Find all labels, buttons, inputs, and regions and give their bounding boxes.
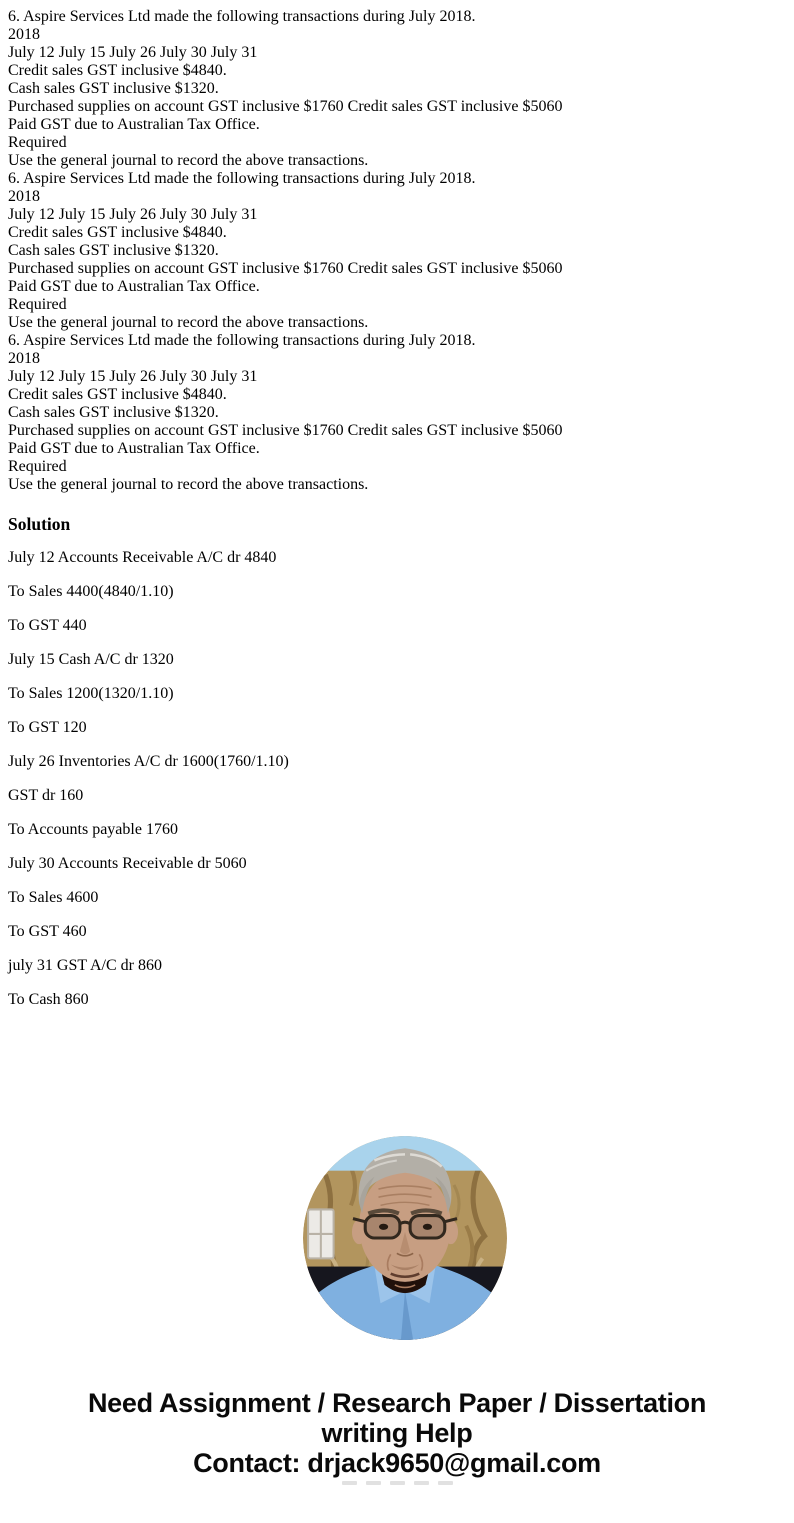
journal-entry: July 26 Inventories A/C dr 1600(1760/1.10) [8, 753, 289, 770]
question-line: 6. Aspire Services Ltd made the following transactions during July 2018. [8, 170, 476, 187]
journal-entry: July 15 Cash A/C dr 1320 [8, 651, 174, 668]
journal-entry: july 31 GST A/C dr 860 [8, 957, 162, 974]
question-line: Credit sales GST inclusive $4840. [8, 386, 227, 403]
question-block-1 [8, 8, 786, 170]
question-line: Required [8, 134, 67, 151]
watermark-dash [342, 1481, 357, 1485]
journal-entry: To GST 440 [8, 617, 87, 634]
avatar-container [8, 1136, 794, 1340]
watermark-dash [366, 1481, 381, 1485]
question-line: Cash sales GST inclusive $1320. [8, 242, 219, 259]
journal-entry: To Sales 4400(4840/1.10) [8, 583, 174, 600]
question-line: Paid GST due to Australian Tax Office. [8, 278, 260, 295]
solution-heading: Solution [8, 514, 71, 534]
journal-entry: July 12 Accounts Receivable A/C dr 4840 [8, 549, 277, 566]
question-line: Purchased supplies on account GST inclusive $1760 Credit sales GST inclusive $5060 [8, 98, 563, 115]
question-line: Use the general journal to record the above transactions. [8, 314, 369, 331]
question-line: 2018 [8, 350, 40, 367]
journal-entry: To Sales 1200(1320/1.10) [8, 685, 174, 702]
question-line: Purchased supplies on account GST inclusive $1760 Credit sales GST inclusive $5060 [8, 422, 563, 439]
question-block-2 [8, 170, 786, 332]
tutor-photo-avatar [303, 1136, 507, 1340]
question-line: July 12 July 15 July 26 July 30 July 31 [8, 368, 258, 385]
watermark-dash [414, 1481, 429, 1485]
question-line: Purchased supplies on account GST inclusive $1760 Credit sales GST inclusive $5060 [8, 260, 563, 277]
question-line: Paid GST due to Australian Tax Office. [8, 440, 260, 457]
journal-entry: To GST 460 [8, 923, 87, 940]
question-line: 6. Aspire Services Ltd made the following transactions during July 2018. [8, 332, 476, 349]
solution-entries [8, 549, 786, 1009]
question-line: July 12 July 15 July 26 July 30 July 31 [8, 206, 258, 223]
watermark-dash [438, 1481, 453, 1485]
journal-entry: July 30 Accounts Receivable dr 5060 [8, 855, 247, 872]
question-line: Use the general journal to record the above transactions. [8, 476, 369, 493]
question-line: 6. Aspire Services Ltd made the following transactions during July 2018. [8, 8, 476, 25]
watermark-dashes [8, 1481, 786, 1485]
question-line: Cash sales GST inclusive $1320. [8, 80, 219, 97]
question-block-3 [8, 332, 786, 494]
question-line: Required [8, 458, 67, 475]
question-line: Paid GST due to Australian Tax Office. [8, 116, 260, 133]
question-line: July 12 July 15 July 26 July 30 July 31 [8, 44, 258, 61]
question-line: Required [8, 296, 67, 313]
question-line: Use the general journal to record the above transactions. [8, 152, 369, 169]
watermark-dash [390, 1481, 405, 1485]
journal-entry: To Sales 4600 [8, 889, 99, 906]
help-message-line: Need Assignment / Research Paper / Dissertation [87, 1388, 707, 1418]
journal-entry: GST dr 160 [8, 787, 84, 804]
question-line: Credit sales GST inclusive $4840. [8, 62, 227, 79]
journal-entry: To Accounts payable 1760 [8, 821, 178, 838]
question-line: 2018 [8, 188, 40, 205]
help-message-line: writing Help [321, 1418, 473, 1448]
footer-advertisement [8, 1388, 786, 1478]
question-line: Cash sales GST inclusive $1320. [8, 404, 219, 421]
question-line: Credit sales GST inclusive $4840. [8, 224, 227, 241]
contact-email-line: Contact: drjack9650@gmail.com [193, 1448, 601, 1478]
journal-entry: To Cash 860 [8, 991, 89, 1008]
journal-entry: To GST 120 [8, 719, 87, 736]
question-line: 2018 [8, 26, 40, 43]
